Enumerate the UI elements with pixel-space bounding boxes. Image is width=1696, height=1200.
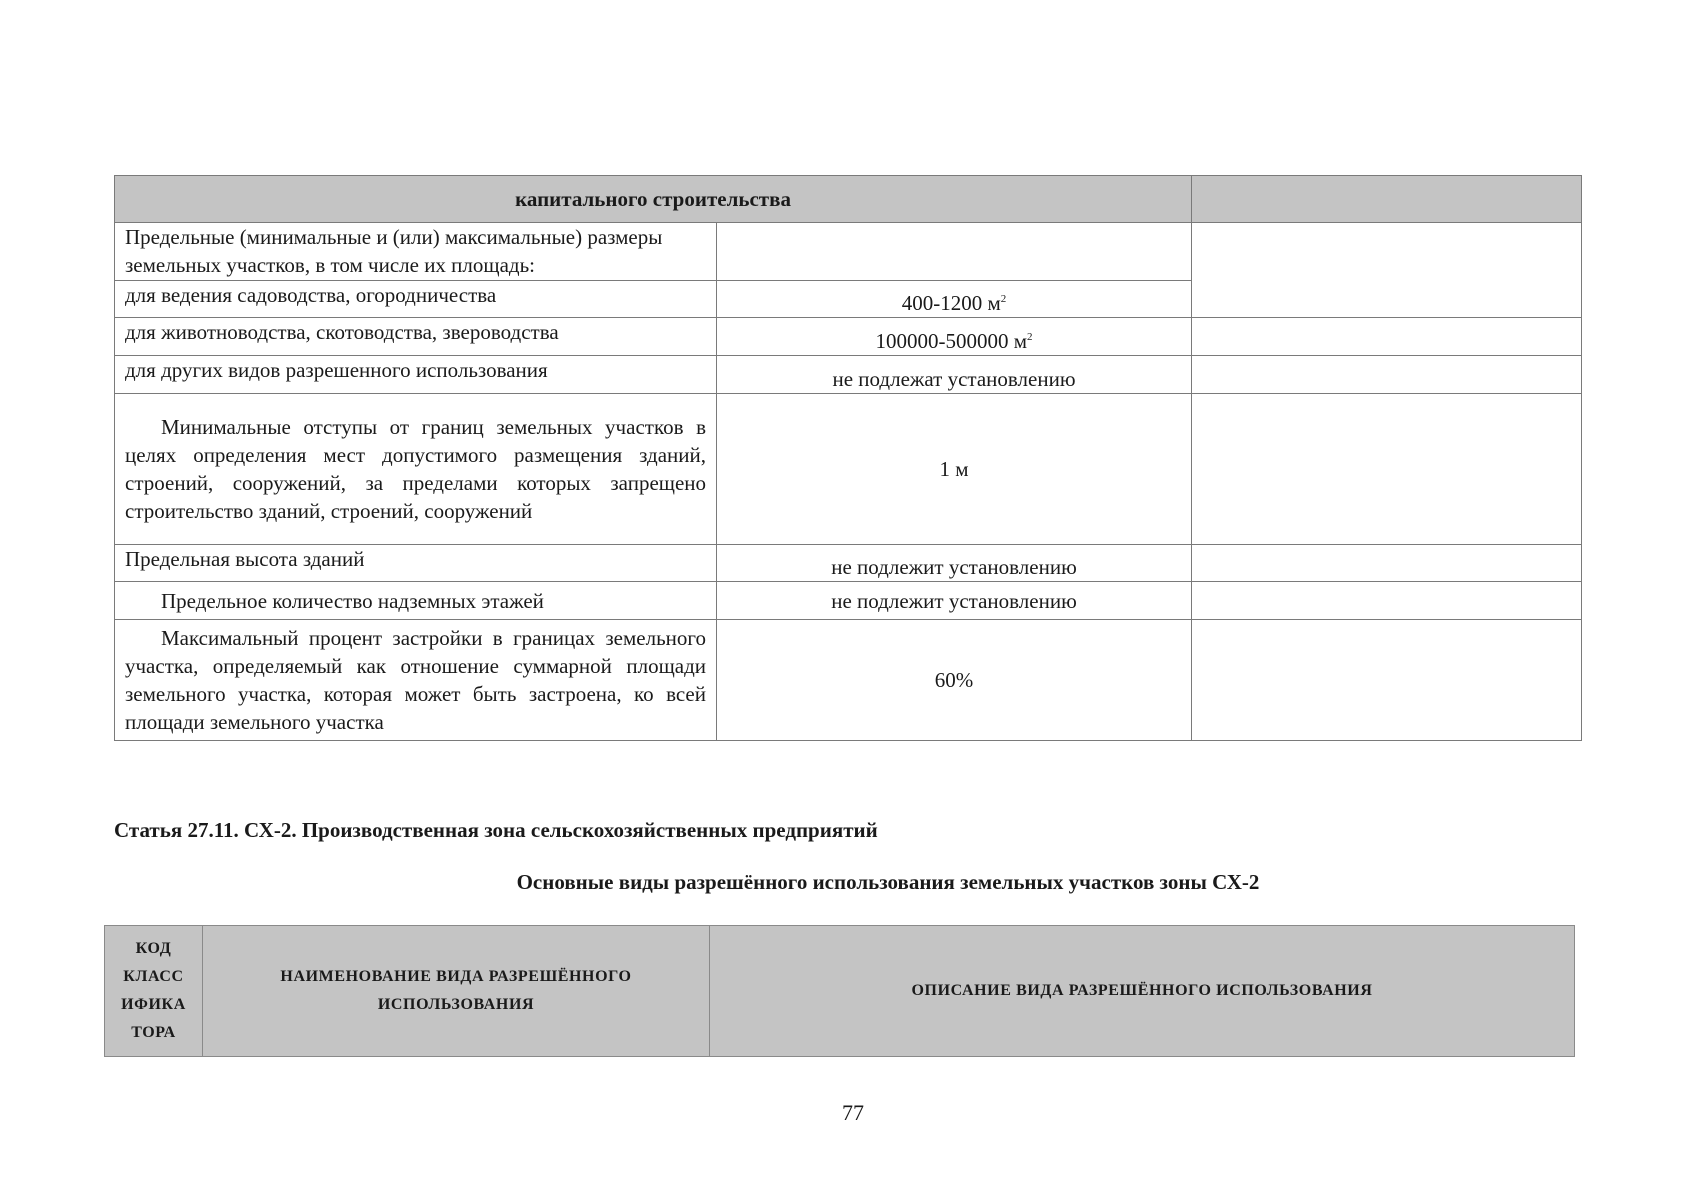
row-value: 1 м — [717, 394, 1192, 545]
row-notes-cell — [1192, 223, 1582, 318]
row-notes-cell — [1192, 582, 1582, 620]
table-row — [115, 620, 1582, 741]
section-subtitle: Основные виды разрешённого использования земельных участков зоны СХ-2 — [516, 870, 1260, 894]
row-value: не подлежит установлению — [717, 545, 1192, 582]
header-code-line: ИФИКА — [121, 996, 186, 1013]
row-notes-cell — [1192, 318, 1582, 356]
header-code-line: КЛАСС — [123, 968, 184, 985]
row-value — [717, 281, 1192, 318]
superscript: 2 — [1027, 331, 1033, 343]
superscript: 2 — [1000, 293, 1007, 305]
row-value — [717, 318, 1192, 356]
header-name-line: НАИМЕНОВАНИЕ ВИДА РАЗРЕШЁННОГО — [280, 968, 632, 985]
row-label: Предельная высота зданий — [115, 545, 717, 582]
row-value: не подлежит установлению — [717, 582, 1192, 620]
header-code-line: ТОРА — [131, 1024, 176, 1041]
article-title: Статья 27.11. СХ-2. Производственная зона сельскохозяйственных предприятий — [114, 818, 878, 842]
permitted-uses-table-header — [104, 925, 1575, 1057]
row-value — [717, 223, 1192, 281]
row-label: для животноводства, скотоводства, звероводства — [115, 318, 717, 356]
row-label: Предельное количество надземных этажей — [115, 582, 717, 620]
table-header-empty-cell — [1192, 176, 1582, 223]
table-row — [115, 356, 1582, 394]
table-header-row — [115, 176, 1582, 223]
header-code-line: КОД — [135, 940, 172, 957]
row-value: 60% — [717, 620, 1192, 741]
land-parameters-table — [114, 175, 1582, 741]
row-label: для других видов разрешенного использования — [115, 356, 717, 394]
row-label: Минимальные отступы от границ земельных участков в целях определения мест допустимого размещения зданий, строений, сооружений, за пределами которых запрещено строительство зданий, строений, сооружений — [115, 394, 717, 545]
header-name-line: ИСПОЛЬЗОВАНИЯ — [377, 996, 535, 1013]
row-notes-cell — [1192, 394, 1582, 545]
table-row — [115, 318, 1582, 356]
table-row — [115, 582, 1582, 620]
table-header-row — [105, 926, 1575, 1057]
row-label: Предельные (минимальные и (или) максимальные) размеры земельных участков, в том числе их площадь: — [115, 223, 717, 281]
table-row — [115, 545, 1582, 582]
row-notes-cell — [1192, 545, 1582, 582]
row-value-text: 100000-500000 м — [875, 329, 1028, 353]
table-row — [115, 223, 1582, 281]
header-code — [105, 926, 203, 1057]
row-label: Максимальный процент застройки в границах земельного участка, определяемый как отношение суммарной площади земельного участка, которая может быть застроена, ко всей площади земельного участка — [115, 620, 717, 741]
table-row — [115, 394, 1582, 545]
page-number: 77 — [842, 1100, 864, 1125]
row-notes-cell — [1192, 620, 1582, 741]
table-header-cell: капитального строительства — [115, 176, 1192, 223]
row-value: не подлежат установлению — [717, 356, 1192, 394]
row-value-text: 400-1200 м — [901, 291, 1001, 315]
header-description: ОПИСАНИЕ ВИДА РАЗРЕШЁННОГО ИСПОЛЬЗОВАНИЯ — [710, 926, 1575, 1057]
row-notes-cell — [1192, 356, 1582, 394]
row-label: для ведения садоводства, огородничества — [115, 281, 717, 318]
header-name — [203, 926, 710, 1057]
